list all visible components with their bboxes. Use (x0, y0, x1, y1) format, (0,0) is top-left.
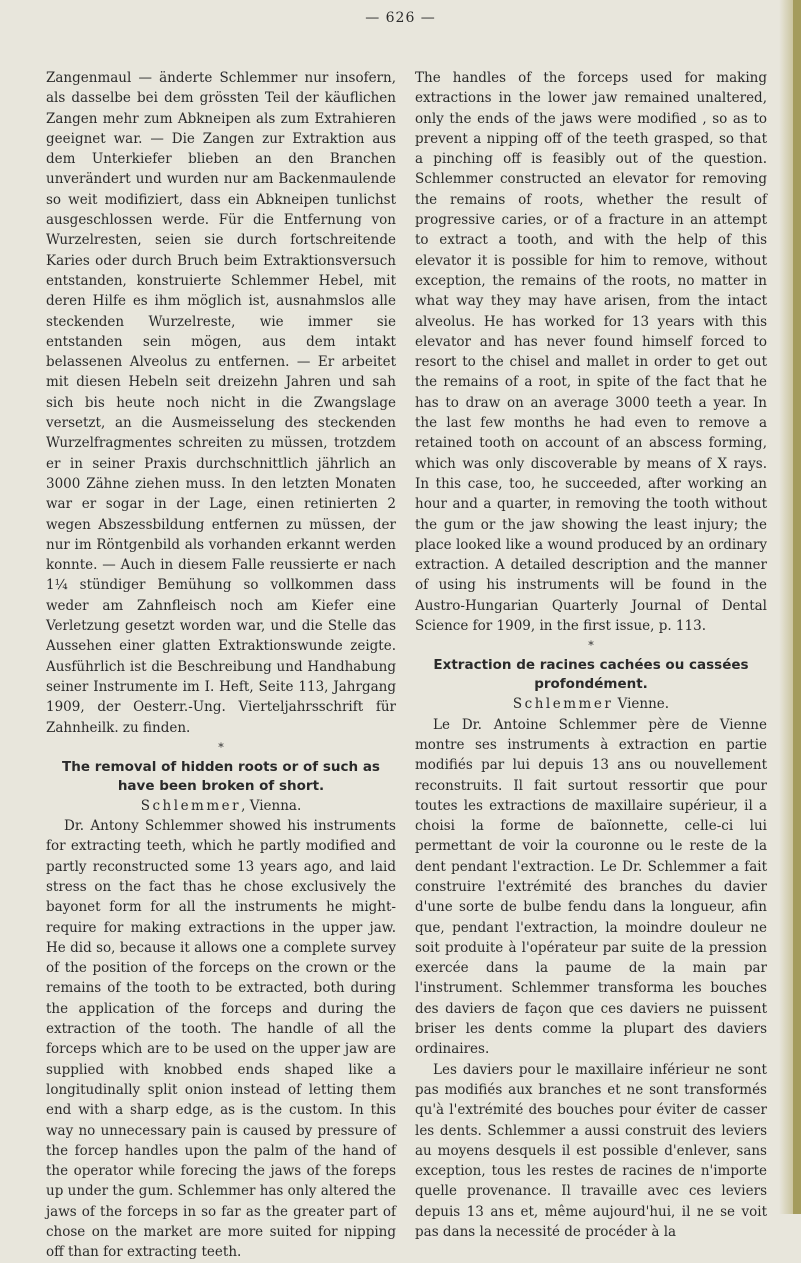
byline-author: Schlemmer (512, 696, 614, 713)
english-byline (46, 796, 396, 816)
section-separator-star: * (588, 639, 594, 653)
french-byline (415, 694, 767, 714)
section-separator-star: * (218, 740, 224, 754)
german-paragraph: Zangenmaul — änderte Schlemmer nur insofern, als dasselbe bei dem grössten Teil der käuflichen Zangen mehr zum Abkneipen als zum Extrahieren geeignet war. — Die Zangen zur Extraktion aus dem Unterkiefer blieben an den Branchen unverändert und wurden nur am Backenmaulende so weit modifiziert, dass ein Abkneipen tunlichst ausgeschlossen werde. Für die Entfernung von Wurzelresten, seien sie durch fortschreitende Karies oder durch Bruch beim Extraktionsversuch entstanden, konstruierte Schlemmer Hebel, mit deren Hilfe es ihm möglich ist, ausnahmslos alle steckenden Wurzelreste, wie immer sie entstanden sein mögen, aus dem intakt belassenen Alveolus zu entfernen. — Er arbeitet mit diesen Hebeln seit dreizehn Jahren und sah sich bis heute noch nicht in die Zwangslage versetzt, an die Ausmeisselung des steckenden Wurzelfragmentes schreiten zu müssen, trotzdem er in seiner Praxis durchschnittlich jährlich an 3000 Zähne ziehen muss. In den letzten Monaten war er sogar in der Lage, einen retinierten 2 wegen Abszessbildung entfernen zu müssen, der nur im Röntgenbild als vorhanden erkannt werden konnte. — Auch in diesem Falle reussierte er nach 1¼ stündiger Bemühung so vollkommen dass weder am Zahnfleisch noch am Kiefer eine Verletzung gesetzt worden war, und die Stelle das Aussehen einer glatten Extraktionswunde zeigte. Ausführlich ist die Beschreibung und Handhabung seiner Instrumente im I. Heft, Seite 113, Jahrgang 1909, der Oesterr.-Ung. Vierteljahrsschrift für Zahnheilk. zu finden. (46, 70, 396, 736)
french-section-heading: Extraction de racines cachées ou cassées profondément. (433, 657, 749, 693)
page-number: — 626 — (365, 10, 436, 26)
english-paragraph: Dr. Antony Schlemmer showed his instruments for extracting teeth, which he partly modified and partly reconstructed some 13 years ago, and laid stress on the fact thas he chose exclusively the bayonet form for all the instruments he might-require for making extractions in the upper jaw. He did so, because it allows one a complete survey of the position of the forceps on the crown or the remains of the tooth to be extracted, both during the application of the forceps and during the extraction of the tooth. The handle of all the forceps which are to be used on the upper jaw are supplied with knobbed ends shaped like a longitudinally split onion instead of letting them end with a sharp edge, as is the custom. In this way no unnecessary pain is caused by pressure of the forcep handles upon the palm of the hand of the operator while forecing the jaws of the foreps up under the gum. Schlemmer has only altered the jaws of the forceps in so far as the greater part of chose on the market are more suited for nipping off than for extracting teeth. (46, 818, 396, 1261)
right-column (415, 68, 767, 1242)
left-column (46, 68, 396, 1263)
english-section-heading: The removal of hidden roots or of such as have been broken of short. (62, 758, 380, 794)
byline-author: Schlemmer (140, 797, 242, 814)
page-edge (793, 0, 801, 1214)
byline-location: Vienne. (613, 696, 670, 713)
french-paragraph: Les daviers pour le maxillaire inférieur ne sont pas modifiés aux branches et ne sont transformés qu'à l'extrémité des bouches pour éviter de casser les dents. Schlemmer a aussi construit des leviers au moyens desquels il est possible d'enlever, sans exception, tous les restes de racines de n'importe quelle provenance. Il travaille avec ces leviers depuis 13 ans et, même aujourd'hui, il ne se voit pas dans la necessité de procéder à la (415, 1061, 767, 1241)
english-paragraph-continued: The handles of the forceps used for making extractions in the lower jaw remained unaltered, only the ends of the jaws were modified , so as to prevent a nipping off of the teeth grasped, so that a pinching off is feasibly out of the question. Schlemmer constructed an elevator for removing the remains of roots, whether the result of progressive caries, or of a fracture in an attempt to extract a tooth, and with the help of this elevator it is possible for him to remove, without exception, the remains of the roots, no matter in what way they may have arisen, from the intact alveolus. He has worked for 13 years with this elevator and has never found himself forced to resort to the chisel and mallet in order to get out the remains of a root, in spite of the fact that he has to draw on an average 3000 teeth a year. In the last few months he had even to remove a retained tooth on account of an abscess forming, which was only discoverable by means of X rays. In this case, too, he succeeded, after working an hour and a quarter, in removing the tooth without the gum or the jaw showing the least injury; the place looked like a wound produced by an ordinary extraction. A detailed description and the manner of using his instruments will be found in the Austro-Hungarian Quarterly Journal of Dental Science for 1909, in the first issue, p. 113. (415, 70, 767, 635)
byline-location: , Vienna. (241, 797, 302, 814)
french-paragraph: Le Dr. Antoine Schlemmer père de Vienne montre ses instruments à extraction en partie modifiés par lui depuis 13 ans ou nouvellement reconstruits. Il fait surtout ressortir que pour toutes les extractions de maxillaire supérieur, il a choisi la forme de baïonnette, celle-ci lui permettant de voir la couronne ou le reste de la dent pendant l'extraction. Le Dr. Schlemmer a fait construire l'extrémité des branches du davier d'une sorte de bulbe fendu dans la longueur, afin que, pendant l'extraction, la moindre douleur ne soit produite à l'opérateur par suite de la pression exercée dans la paume de la main par l'instrument. Schlemmer transforma les bouches des daviers de façon que ces daviers ne puissent briser les dents comme la plupart des daviers ordinaires. (415, 716, 767, 1058)
